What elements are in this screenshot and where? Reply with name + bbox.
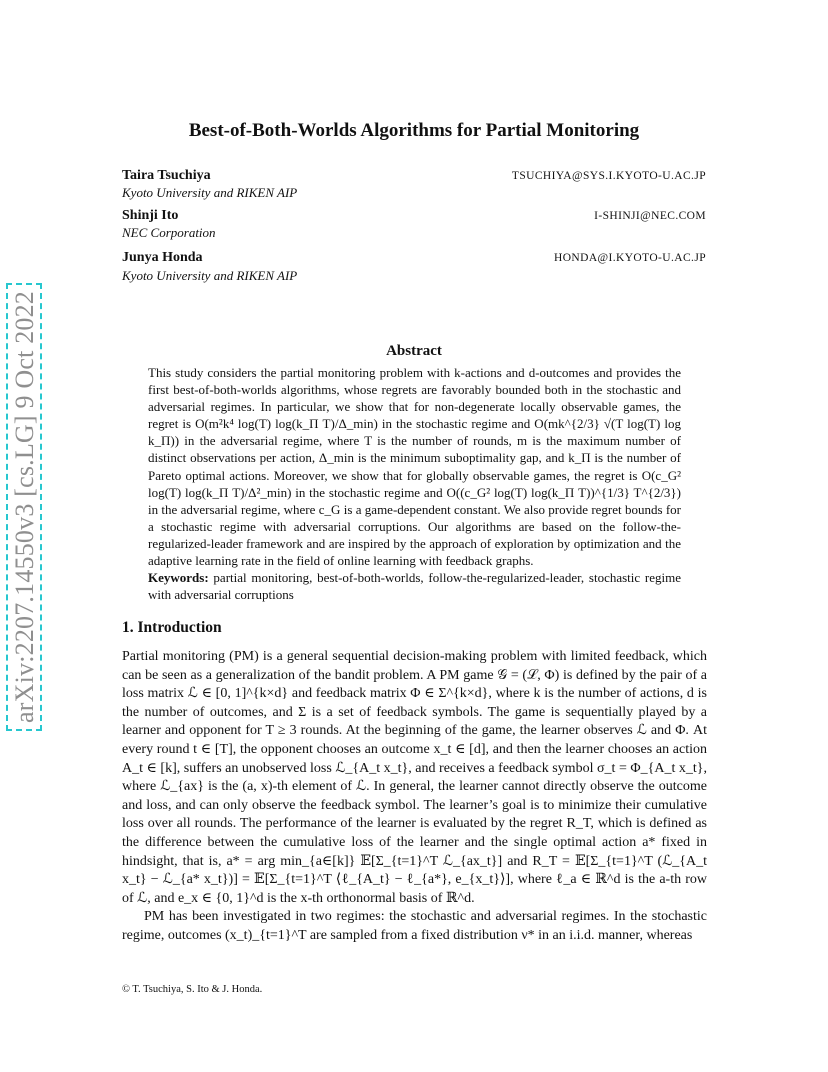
intro-paragraph: Partial monitoring (PM) is a general sequential decision-making problem with limited feedback, which can be seen as a generalization of the bandit problem. A PM game 𝒢 = (ℒ, Φ) is defined by the pair of a loss matrix ℒ ∈ [0, 1]^{k×d} and feedback matrix Φ ∈ Σ^{k×d}, where k is the number of actions, d is the number of outcomes, and Σ is a set of feedback symbols. The game is sequentially played by a learner and opponent for T ≥ 3 rounds. At the beginning of the game, the learner observes ℒ and Φ. At every round t ∈ [T], the opponent chooses an outcome x_t ∈ [d], and then the learner chooses an action A_t ∈ [k], suffers an unobserved loss ℒ_{A_t x_t}, and receives a feedback symbol σ_t = Φ_{A_t x_t}, where ℒ_{ax} is the (a, x)-th element of ℒ. In general, the learner cannot directly observe the outcome and loss, and can only observe the feedback symbol. The learner’s goal is to minimize their cumulative loss over all rounds. The performance of the learner is evaluated by the regret R_T, which is defined as the difference between the cumulative loss of the learner and the single optimal action a* fixed in hindsight, that is, a* = arg min_{a∈[k]} 𝔼[Σ_{t=1}^T ℒ_{ax_t}] and R_T = 𝔼[Σ_{t=1}^T (ℒ_{A_t x_t} − ℒ_{a* x_t})] = 𝔼[Σ_{t=1}^T ⟨ℓ_{A_t} − ℓ_{a*}, e_{x_t}⟩], where ℓ_a ∈ ℝ^d is the a-th row of ℒ, and e_x ∈ {0, 1}^d is the x-th orthonormal basis of ℝ^d. — [122, 649, 707, 906]
copyright-footer: © T. Tsuchiya, S. Ito & J. Honda. — [122, 984, 263, 995]
arxiv-stamp-text: arXiv:2207.14550v3 [cs.LG] 9 Oct 2022 — [6, 283, 42, 731]
paper-title: Best-of-Both-Worlds Algorithms for Partial Monitoring — [188, 120, 640, 141]
abstract-text: This study considers the partial monitoring problem with k-actions and d-outcomes and provides the first best-of-both-worlds algorithms, whose regrets are favorably bounded both in the stochastic and adversarial regimes. In particular, we show that for non-degenerate locally observable games, the regret is O(m²k⁴ log(T) log(k_Π T)/Δ_min) in the stochastic regime and O(mk^{2/3} √(T log(T) log k_Π)) in the adversarial regime, where T is the number of rounds, m is the maximum number of distinct observations per action, Δ_min is the minimum suboptimality gap, and k_Π is the number of Pareto optimal actions. Moreover, we show that for globally observable games, the regret is O(c_G² log(T) log(k_Π T)/Δ²_min) in the stochastic regime and O((c_G² log(T) log(k_Π T))^{1/3} T^{2/3}) in the adversarial regime, where c_G is a game-dependent constant. We also provide regret bounds for a stochastic regime with adversarial corruptions. Our algorithms are based on the follow-the-regularized-leader framework and are inspired by the approach of exploration by optimization and the adaptive learning rate in the field of online learning with feedback graphs. — [148, 365, 681, 569]
keywords-line — [148, 569, 681, 603]
author-name: Taira Tsuchiya — [122, 168, 211, 183]
keywords-label: Keywords: — [148, 570, 209, 586]
abstract-heading: Abstract — [386, 343, 442, 359]
author-affiliation: Kyoto University and RIKEN AIP — [122, 268, 298, 283]
author-affiliation: Kyoto University and RIKEN AIP — [122, 185, 298, 200]
introduction-body — [122, 648, 707, 946]
keywords-text: partial monitoring, best-of-both-worlds, follow-the-regularized-leader, stochastic regime with adversarial corruptions — [148, 570, 681, 603]
author-email: TSUCHIYA@SYS.I.KYOTO-U.AC.JP — [511, 170, 706, 182]
intro-paragraph: PM has been investigated in two regimes: the stochastic and adversarial regimes. In the stochastic regime, outcomes (x_t)_{t=1}^T are sampled from a fixed distribution ν* in an i.i.d. manner, whereas — [122, 909, 707, 943]
author-name: Shinji Ito — [122, 208, 179, 223]
author-email: I-SHINJI@NEC.COM — [594, 210, 706, 222]
arxiv-identifier-stamp — [6, 262, 42, 752]
author-name: Junya Honda — [122, 250, 203, 265]
author-email: HONDA@I.KYOTO-U.AC.JP — [554, 252, 706, 264]
author-affiliation: NEC Corporation — [122, 225, 216, 240]
section-heading-introduction: 1. Introduction — [122, 619, 222, 636]
abstract — [148, 364, 681, 603]
